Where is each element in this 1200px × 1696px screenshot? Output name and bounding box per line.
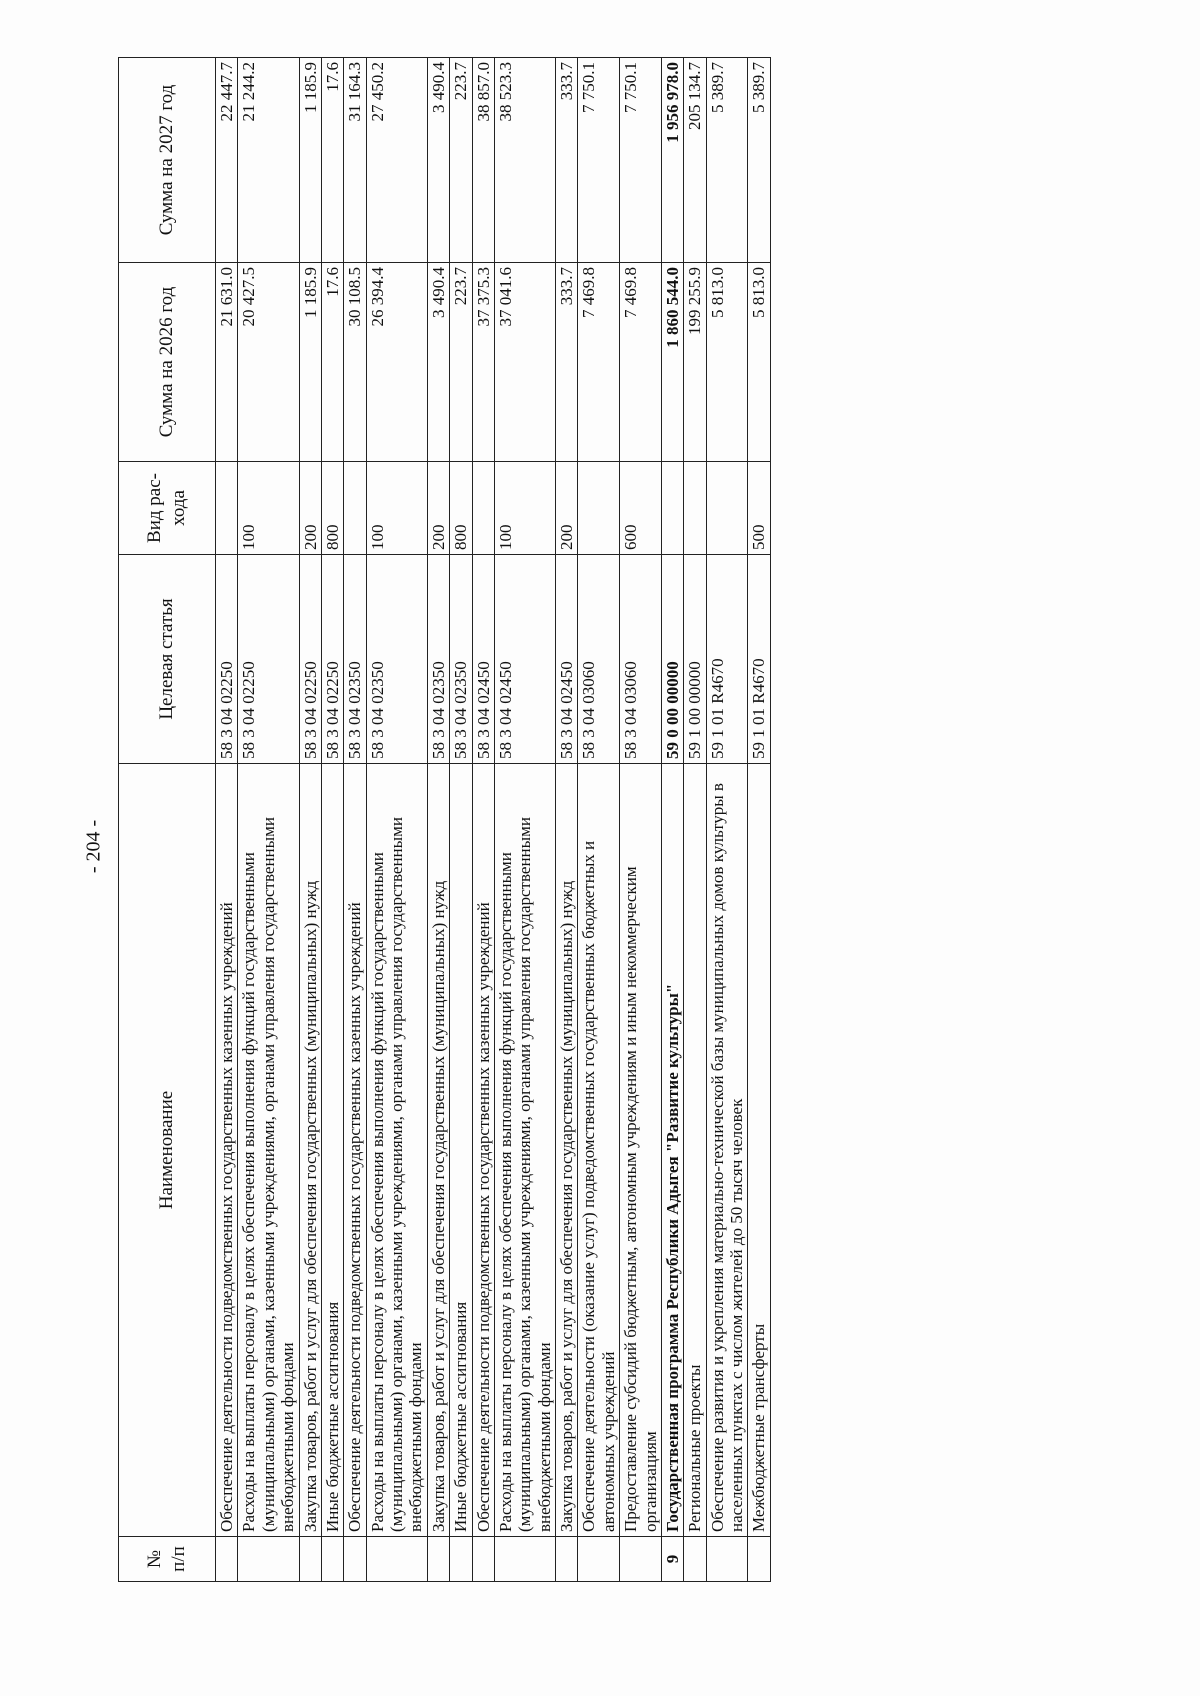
- cell-name: Иные бюджетные ассигнования: [450, 764, 472, 1537]
- cell-kind: [216, 462, 238, 555]
- table-row: [706, 58, 748, 1582]
- cell-sum-2026: 21 631.0: [216, 263, 238, 462]
- cell-name: Обеспечение деятельности подведомственных государственных казенных учреждений: [216, 764, 238, 1537]
- cell-code: 58 3 04 02250: [299, 555, 321, 764]
- cell-num: [706, 1537, 748, 1582]
- cell-kind: [684, 462, 706, 555]
- header-code: Целевая статья: [119, 555, 216, 764]
- cell-num: [366, 1537, 427, 1582]
- cell-sum-2027: 7 750.1: [620, 58, 662, 263]
- cell-kind: 100: [366, 462, 427, 555]
- cell-sum-2026: 37 041.6: [494, 263, 555, 462]
- table-row: [748, 58, 770, 1582]
- table-row: [321, 58, 343, 1582]
- cell-sum-2027: 1 185.9: [299, 58, 321, 263]
- cell-kind: 500: [748, 462, 770, 555]
- table-row: [494, 58, 555, 1582]
- table-row: [450, 58, 472, 1582]
- cell-code: 58 3 04 02450: [556, 555, 578, 764]
- cell-kind: 200: [299, 462, 321, 555]
- cell-num: [238, 1537, 299, 1582]
- cell-num: [321, 1537, 343, 1582]
- table-body: [216, 58, 771, 1582]
- table-row: [366, 58, 427, 1582]
- cell-kind: 800: [450, 462, 472, 555]
- cell-code: 58 3 04 02250: [216, 555, 238, 764]
- cell-code: 58 3 04 02250: [238, 555, 299, 764]
- cell-kind: [578, 462, 620, 555]
- table-row: [472, 58, 494, 1582]
- cell-code: 59 0 00 00000: [661, 555, 683, 764]
- cell-name: Расходы на выплаты персоналу в целях обеспечения выполнения функций государственными (муниципальными) органами, казенными учреждениями, органами управления государственными внебюджетными фондами: [494, 764, 555, 1537]
- cell-sum-2026: 7 469.8: [578, 263, 620, 462]
- cell-kind: 100: [494, 462, 555, 555]
- cell-sum-2027: 7 750.1: [578, 58, 620, 263]
- cell-sum-2026: 37 375.3: [472, 263, 494, 462]
- cell-sum-2026: 5 813.0: [748, 263, 770, 462]
- table-row: [684, 58, 706, 1582]
- cell-code: 58 3 04 02350: [366, 555, 427, 764]
- header-kind: Вид рас-хода: [119, 462, 216, 555]
- cell-num: [684, 1537, 706, 1582]
- page-number: - 204 -: [82, 819, 105, 874]
- cell-sum-2027: 1 956 978.0: [661, 58, 683, 263]
- cell-sum-2026: 333.7: [556, 263, 578, 462]
- cell-num: [216, 1537, 238, 1582]
- cell-sum-2027: 38 857.0: [472, 58, 494, 263]
- budget-table-rotated: [118, 62, 1088, 1582]
- cell-code: 58 3 04 03060: [620, 555, 662, 764]
- cell-name: Расходы на выплаты персоналу в целях обеспечения выполнения функций государственными (муниципальными) органами, казенными учреждениями, органами управления государственными внебюджетными фондами: [366, 764, 427, 1537]
- budget-table: [118, 57, 771, 1582]
- cell-kind: [472, 462, 494, 555]
- cell-name: Расходы на выплаты персоналу в целях обеспечения выполнения функций государственными (муниципальными) органами, казенными учреждениями, органами управления государственными внебюджетными фондами: [238, 764, 299, 1537]
- cell-sum-2027: 5 389.7: [748, 58, 770, 263]
- cell-sum-2026: 20 427.5: [238, 263, 299, 462]
- cell-sum-2026: 3 490.4: [427, 263, 449, 462]
- table-row: [344, 58, 366, 1582]
- cell-sum-2027: 17.6: [321, 58, 343, 263]
- cell-code: 58 3 04 02350: [344, 555, 366, 764]
- cell-sum-2026: 26 394.4: [366, 263, 427, 462]
- cell-name: Обеспечение деятельности подведомственных государственных казенных учреждений: [344, 764, 366, 1537]
- cell-num: [344, 1537, 366, 1582]
- cell-sum-2027: 21 244.2: [238, 58, 299, 263]
- cell-num: [494, 1537, 555, 1582]
- cell-kind: 100: [238, 462, 299, 555]
- cell-sum-2026: 7 469.8: [620, 263, 662, 462]
- cell-code: 58 3 04 02250: [321, 555, 343, 764]
- table-row: [427, 58, 449, 1582]
- table-header-row: [119, 58, 216, 1582]
- cell-sum-2027: 31 164.3: [344, 58, 366, 263]
- cell-num: [620, 1537, 662, 1582]
- cell-sum-2027: 5 389.7: [706, 58, 748, 263]
- cell-name: Межбюджетные трансферты: [748, 764, 770, 1537]
- cell-num: [578, 1537, 620, 1582]
- cell-kind: [706, 462, 748, 555]
- cell-code: 59 1 00 00000: [684, 555, 706, 764]
- cell-sum-2027: 22 447.7: [216, 58, 238, 263]
- cell-sum-2027: 205 134.7: [684, 58, 706, 263]
- cell-sum-2026: 30 108.5: [344, 263, 366, 462]
- cell-name: Государственная программа Республики Адыгея "Развитие культуры": [661, 764, 683, 1537]
- cell-name: Обеспечение деятельности (оказание услуг) подведомственных государственных бюджетных и автономных учреждений: [578, 764, 620, 1537]
- cell-name: Закупка товаров, работ и услуг для обеспечения государственных (муниципальных) нужд: [556, 764, 578, 1537]
- cell-name: Закупка товаров, работ и услуг для обеспечения государственных (муниципальных) нужд: [299, 764, 321, 1537]
- cell-name: Региональные проекты: [684, 764, 706, 1537]
- cell-sum-2027: 27 450.2: [366, 58, 427, 263]
- cell-kind: 200: [427, 462, 449, 555]
- header-num: № п/п: [119, 1537, 216, 1582]
- cell-sum-2026: 1 860 544.0: [661, 263, 683, 462]
- cell-sum-2027: 223.7: [450, 58, 472, 263]
- cell-num: 9: [661, 1537, 683, 1582]
- table-row: [216, 58, 238, 1582]
- cell-sum-2027: 3 490.4: [427, 58, 449, 263]
- table-row: [556, 58, 578, 1582]
- cell-kind: 600: [620, 462, 662, 555]
- cell-sum-2026: 223.7: [450, 263, 472, 462]
- cell-code: 58 3 04 02350: [450, 555, 472, 764]
- cell-sum-2026: 199 255.9: [684, 263, 706, 462]
- cell-sum-2027: 38 523.3: [494, 58, 555, 263]
- cell-kind: [344, 462, 366, 555]
- header-sum-2027: Сумма на 2027 год: [119, 58, 216, 263]
- cell-kind: [661, 462, 683, 555]
- cell-num: [556, 1537, 578, 1582]
- cell-num: [472, 1537, 494, 1582]
- table-row: [661, 58, 683, 1582]
- cell-num: [748, 1537, 770, 1582]
- cell-code: 58 3 04 02450: [494, 555, 555, 764]
- table-row: [238, 58, 299, 1582]
- cell-kind: 200: [556, 462, 578, 555]
- cell-name: Закупка товаров, работ и услуг для обеспечения государственных (муниципальных) нужд: [427, 764, 449, 1537]
- cell-code: 58 3 04 03060: [578, 555, 620, 764]
- cell-sum-2026: 1 185.9: [299, 263, 321, 462]
- cell-name: Обеспечение развития и укрепления материально-технической базы муниципальных домов культуры в населенных пунктах с числом жителей до 50 тысяч человек: [706, 764, 748, 1537]
- cell-num: [450, 1537, 472, 1582]
- cell-code: 59 1 01 R4670: [748, 555, 770, 764]
- table-row: [578, 58, 620, 1582]
- cell-code: 59 1 01 R4670: [706, 555, 748, 764]
- cell-name: Иные бюджетные ассигнования: [321, 764, 343, 1537]
- cell-code: 58 3 04 02450: [472, 555, 494, 764]
- header-sum-2026: Сумма на 2026 год: [119, 263, 216, 462]
- header-name: Наименование: [119, 764, 216, 1537]
- cell-num: [427, 1537, 449, 1582]
- table-row: [299, 58, 321, 1582]
- table-row: [620, 58, 662, 1582]
- cell-name: Обеспечение деятельности подведомственных государственных казенных учреждений: [472, 764, 494, 1537]
- cell-code: 58 3 04 02350: [427, 555, 449, 764]
- cell-name: Предоставление субсидий бюджетным, автономным учреждениям и иным некоммерческим организациям: [620, 764, 662, 1537]
- cell-sum-2026: 5 813.0: [706, 263, 748, 462]
- cell-sum-2026: 17.6: [321, 263, 343, 462]
- cell-sum-2027: 333.7: [556, 58, 578, 263]
- cell-num: [299, 1537, 321, 1582]
- cell-kind: 800: [321, 462, 343, 555]
